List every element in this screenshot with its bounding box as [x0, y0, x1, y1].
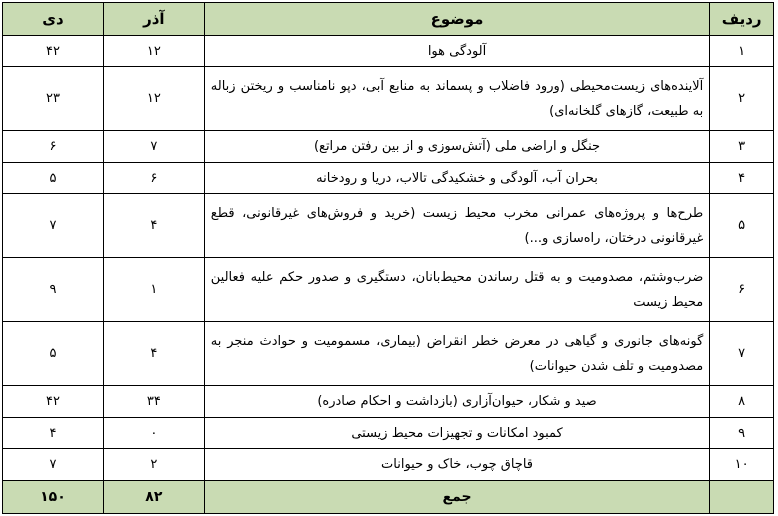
row-topic: صید و شکار، حیوان‌آزاری (بازداشت و احکام صادره) [204, 386, 710, 417]
row-number: ۶ [710, 258, 774, 322]
row-number: ۱ [710, 36, 774, 67]
row-topic: آلاینده‌های زیست‌محیطی (ورود فاضلاب و پسماند به منابع آبی، دپو نامناسب و ریختن زباله به طبیعت، گازهای گلخانه‌ای) [204, 67, 710, 131]
row-topic: بحران آب، آلودگی و خشکیدگی تالاب، دریا و رودخانه [204, 162, 710, 193]
row-topic: آلودگی هوا [204, 36, 710, 67]
row-number: ۷ [710, 322, 774, 386]
row-azar-count: ۱ [103, 258, 204, 322]
table-row [3, 417, 774, 448]
header-azar: آذر [103, 3, 204, 36]
row-topic: گونه‌های جانوری و گیاهی در معرض خطر انقراض (بیماری، مسمومیت و حوادث منجر به مصدومیت و تلف شدن حیوانات) [204, 322, 710, 386]
row-dey-count: ۶ [3, 131, 104, 162]
row-dey-count: ۲۳ [3, 67, 104, 131]
environment-issues-table [2, 2, 774, 514]
header-row-number: ردیف [710, 3, 774, 36]
table-row [3, 36, 774, 67]
total-label: جمع [204, 481, 710, 514]
row-dey-count: ۴۲ [3, 36, 104, 67]
row-topic: طرح‌ها و پروژه‌های عمرانی مخرب محیط زیست (خرید و فروش‌های غیرقانونی، قطع غیرقانونی درختان، راه‌سازی و...) [204, 194, 710, 258]
row-dey-count: ۴ [3, 417, 104, 448]
table-row [3, 322, 774, 386]
row-dey-count: ۹ [3, 258, 104, 322]
table-row [3, 162, 774, 193]
row-dey-count: ۷ [3, 449, 104, 481]
row-azar-count: ۶ [103, 162, 204, 193]
row-dey-count: ۵ [3, 322, 104, 386]
row-dey-count: ۷ [3, 194, 104, 258]
row-azar-count: ۳۴ [103, 386, 204, 417]
row-number: ۸ [710, 386, 774, 417]
row-number: ۳ [710, 131, 774, 162]
row-dey-count: ۵ [3, 162, 104, 193]
row-azar-count: ۰ [103, 417, 204, 448]
total-dey: ۱۵۰ [3, 481, 104, 514]
row-topic: جنگل و اراضی ملی (آتش‌سوزی و از بین رفتن مراتع) [204, 131, 710, 162]
row-azar-count: ۱۲ [103, 67, 204, 131]
table-row [3, 194, 774, 258]
row-topic: کمبود امکانات و تجهیزات محیط زیستی [204, 417, 710, 448]
row-number: ۹ [710, 417, 774, 448]
total-empty-cell [710, 481, 774, 514]
row-azar-count: ۷ [103, 131, 204, 162]
table-row [3, 67, 774, 131]
table-header-row [3, 3, 774, 36]
table-row [3, 449, 774, 481]
row-dey-count: ۴۲ [3, 386, 104, 417]
row-number: ۵ [710, 194, 774, 258]
header-topic: موضوع [204, 3, 710, 36]
table-row [3, 131, 774, 162]
row-topic: قاچاق چوب، خاک و حیوانات [204, 449, 710, 481]
total-row [3, 481, 774, 514]
total-azar: ۸۲ [103, 481, 204, 514]
row-azar-count: ۲ [103, 449, 204, 481]
row-topic: ضرب‌وشتم، مصدومیت و به قتل رساندن محیط‌بانان، دستگیری و صدور حکم علیه فعالین محیط زیست [204, 258, 710, 322]
row-azar-count: ۴ [103, 322, 204, 386]
table-row [3, 258, 774, 322]
table-row [3, 386, 774, 417]
row-number: ۴ [710, 162, 774, 193]
row-number: ۲ [710, 67, 774, 131]
row-number: ۱۰ [710, 449, 774, 481]
row-azar-count: ۱۲ [103, 36, 204, 67]
row-azar-count: ۴ [103, 194, 204, 258]
header-dey: دی [3, 3, 104, 36]
